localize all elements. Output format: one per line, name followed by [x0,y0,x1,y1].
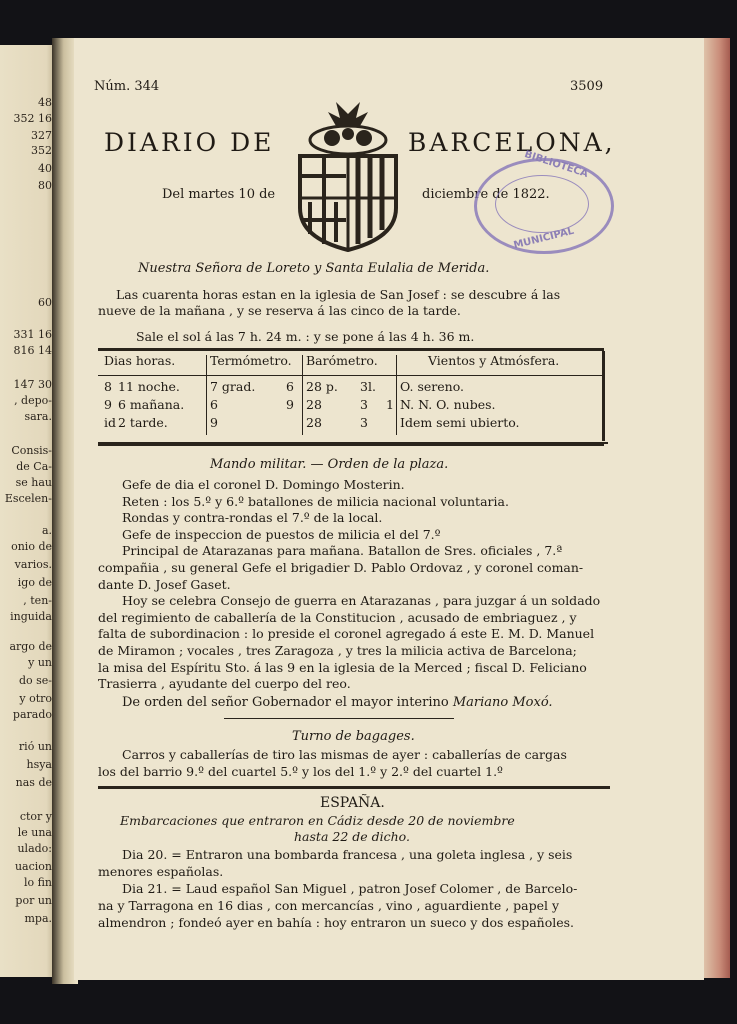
ships-line: menores españolas. [98,864,224,879]
left-page-fragment: 327 [31,130,52,142]
weather-cell-hour: 6 mañana. [118,397,185,412]
cadiz-heading-1: Embarcaciones que entraron en Cádiz desde 20 de noviembre [120,813,515,828]
weather-cell-hour: 2 tarde. [118,415,168,430]
military-heading: Mando militar. — Orden de la plaza. [210,457,449,472]
weather-cell-t2: 6 [286,379,294,394]
ships-line: Dia 21. = Laud español San Miguel , patron Josef Colomer , de Barcelo- [122,881,578,896]
weather-cell-wind: N. N. O. nubes. [400,397,496,412]
left-page-fragment: ulado: [17,843,52,855]
left-page-fragment: varios. [14,559,52,571]
left-page-fragment: nas de [15,777,52,789]
left-page-fragment: Escelen- [4,493,52,505]
sunrise-sunset: Sale el sol á las 7 h. 24 m. : y se pone á las 4 h. 36 m. [136,329,475,344]
right-page [74,38,704,980]
left-page-fragment: y un [28,657,52,669]
left-page-fragment: , ten- [23,595,52,607]
weather-cell-b3: 1 [386,397,394,412]
stamp-text-bottom: MUNICIPAL [512,225,576,252]
weather-cell-thermo: 9 [210,415,218,430]
left-facing-page [0,45,58,977]
military-line: del regimiento de caballería de la Constitucion , acusado de embriaguez , y [98,609,577,625]
ships-line: Dia 20. = Entraron una bombarda francesa , una goleta inglesa , y seis [122,847,573,862]
left-page-fragment: mpa. [24,913,52,925]
left-page-fragment: 48 [38,97,52,109]
ships-line: almendron ; fondeó ayer en bahía : hoy entraron un sueco y dos españoles. [98,915,575,930]
left-page-fragment: y otro [19,693,52,705]
left-page-fragment: rió un [18,741,52,753]
order-line [122,694,553,711]
left-page-fragment: le una [17,827,52,839]
weather-header-winds: Vientos y Atmósfera. [428,353,560,368]
date-right: diciembre de 1822. [422,187,550,202]
military-line: Reten : los 5.º y 6.º batallones de milicia nacional voluntaria. [122,493,509,509]
weather-header-barometer: Barómetro. [306,353,378,368]
left-page-fragment: parado [12,709,52,721]
title-right: BARCELONA, [408,128,616,157]
governor-name: Mariano Moxó. [452,695,553,710]
weather-cell-day: 8 [104,379,112,394]
left-page-fragment: , depo- [14,395,52,407]
weather-cell-t2: 9 [286,397,294,412]
bagages-line-2: los del barrio 9.º del cuartel 5.º y los del 1.º y 2.º del cuartel 1.º [98,764,503,779]
left-page-fragment: 60 [38,297,52,309]
library-stamp [474,149,614,254]
cadiz-heading-2: hasta 22 de dicho. [294,829,410,844]
forty-hours-line-1: Las cuarenta horas estan en la iglesia de San Josef : se descubre á las [116,287,561,302]
weather-header-thermometer: Termómetro. [210,353,292,368]
military-line: Trasierra , ayudante del cuerpo del reo. [98,676,351,692]
bagages-line-1: Carros y caballerías de tiro las mismas de ayer : caballerías de cargas [122,747,567,762]
military-line: Gefe de inspeccion de puestos de milicia el del 7.º [122,526,441,542]
forty-hours-line-2: nueve de la mañana , y se reserva á las cinco de la tarde. [98,303,461,318]
weather-cell-wind: O. sereno. [400,379,464,394]
left-page-fragment: hsya [26,759,52,771]
saints-of-day: Nuestra Señora de Loreto y Santa Eulalia de Merida. [138,261,490,276]
section-espana: ESPAÑA. [320,795,385,811]
left-page-fragment: lo fin [23,877,52,889]
military-line: falta de subordinacion : lo preside el coronel agregado á este E. M. D. Manuel [98,626,595,642]
left-page-fragment: 80 [38,180,52,192]
left-page-fragment: uacion [14,861,52,873]
left-page-fragment: ctor y [19,811,52,823]
weather-cell-day: 9 [104,397,112,412]
bagages-heading: Turno de bagages. [292,729,415,744]
left-page-fragment: a. [41,525,52,537]
military-line: dante D. Josef Gaset. [98,576,231,592]
weather-cell-day: id [104,415,116,430]
left-page-fragment: sara. [24,411,52,423]
weather-cell-hour: 11 noche. [118,379,180,394]
left-page-fragment: onio de [11,541,52,553]
left-page-fragment: 147 30 [13,379,52,391]
military-line: Gefe de dia el coronel D. Domingo Mosterin. [122,477,405,492]
left-page-fragment: inguida [10,611,52,623]
issue-number: Núm. 344 [94,79,160,94]
left-page-fragment: de Ca- [16,461,52,473]
weather-cell-b2: 3l. [360,379,376,394]
left-page-fragment: 816 14 [13,345,52,357]
date-left: Del martes 10 de [162,187,276,202]
military-line: compañia , su general Gefe el brigadier D. Pablo Ordovaz , y coronel coman- [98,560,584,575]
weather-cell-thermo: 7 grad. [210,379,256,394]
left-page-fragment: Consis- [11,445,52,457]
weather-cell-baro: 28 [306,397,322,412]
left-page-fragment: se hau [15,477,52,489]
weather-cell-baro: 28 p. [306,379,338,394]
left-page-fragment: por un [15,895,52,907]
left-page-fragment: 331 16 [13,329,52,341]
order-text: De orden del señor Gobernador el mayor interino [122,695,449,710]
military-line: Hoy se celebra Consejo de guerra en Atarazanas , para juzgar á un soldado [122,593,601,609]
ships-line: na y Tarragona en 16 dias , con mercancías , vino , aguardiente , papel y [98,898,560,913]
weather-table [98,348,604,446]
left-page-fragment: 352 16 [13,113,52,125]
coat-of-arms-icon [292,98,404,254]
weather-cell-b2: 3 [360,397,368,412]
military-line: de Miramon ; vocales , tres Zaragoza , y tres la milicia activa de Barcelona; [98,643,577,658]
military-line: Rondas y contra-rondas el 7.º de la local. [122,510,383,526]
left-page-fragment: 40 [38,163,52,175]
title-left: DIARIO DE [104,128,275,157]
left-page-fragment: igo de [17,577,52,589]
left-page-fragment: 352 [31,145,52,157]
military-line: la misa del Espíritu Sto. á las 9 en la iglesia de la Merced ; fiscal D. Feliciano [98,659,587,675]
left-page-fragment: argo de [9,641,52,653]
weather-cell-b2: 3 [360,415,368,430]
page-number: 3509 [570,79,604,94]
stamp-text-top: BIBLIOTECA [522,149,590,180]
left-page-fragment: do se- [18,675,52,687]
military-line: Principal de Atarazanas para mañana. Batallon de Sres. oficiales , 7.ª [122,543,563,559]
weather-cell-wind: Idem semi ubierto. [400,415,520,430]
weather-cell-thermo: 6 [210,397,218,412]
weather-header-days: Dias horas. [104,353,176,368]
weather-cell-baro: 28 [306,415,322,430]
